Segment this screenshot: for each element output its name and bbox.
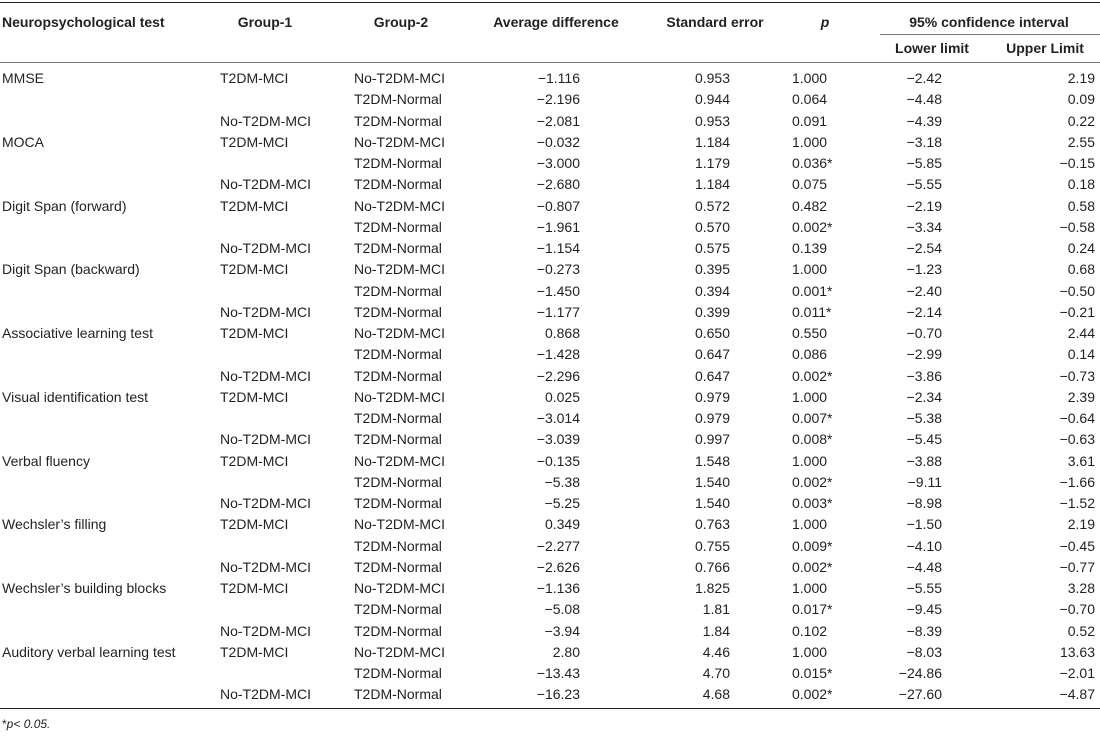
ci-subheader-rule — [880, 34, 1100, 35]
cell-upper-limit: 2.44 — [1067, 325, 1095, 341]
cell-average-difference: −1.961 — [536, 218, 580, 235]
cell-group1: No-T2DM-MCI — [220, 112, 311, 129]
cell-group1: No-T2DM-MCI — [220, 622, 311, 639]
cell-group2: No-T2DM-MCI — [354, 643, 445, 660]
cell-average-difference: −16.23 — [536, 686, 580, 703]
cell-p: 0.007* — [792, 410, 833, 426]
cell-group2: T2DM-Normal — [354, 665, 442, 681]
cell-group2: No-T2DM-MCI — [354, 516, 445, 533]
cell-lower-limit: −4.48 — [906, 91, 942, 108]
cell-standard-error: 1.548 — [694, 452, 730, 469]
cell-group2: T2DM-Normal — [354, 155, 442, 171]
header-bottom-rule — [0, 62, 1100, 63]
cell-group1: No-T2DM-MCI — [220, 558, 311, 575]
cell-upper-limit: 2.19 — [1067, 516, 1095, 533]
footnote-star: * — [2, 717, 7, 731]
cell-standard-error: 0.979 — [694, 410, 730, 426]
cell-test: Wechsler’s filling — [2, 516, 107, 533]
cell-average-difference: 0.868 — [544, 325, 580, 341]
cell-lower-limit: −27.60 — [898, 686, 942, 703]
header-average-difference: Average difference — [493, 14, 619, 30]
cell-group2: T2DM-Normal — [354, 601, 442, 618]
cell-group2: No-T2DM-MCI — [354, 580, 445, 596]
cell-average-difference: −0.032 — [536, 133, 580, 150]
cell-lower-limit: −3.88 — [906, 452, 942, 469]
cell-p: 0.091 — [792, 112, 828, 129]
cell-p: 0.002* — [792, 218, 833, 235]
cell-upper-limit: −0.21 — [1059, 303, 1095, 320]
cell-upper-limit: −1.66 — [1059, 473, 1095, 490]
cell-average-difference: −5.38 — [544, 473, 580, 490]
cell-lower-limit: −1.23 — [906, 261, 942, 278]
cell-group1: No-T2DM-MCI — [220, 367, 311, 384]
cell-lower-limit: −2.40 — [906, 282, 942, 299]
cell-standard-error: 0.944 — [694, 91, 730, 108]
cell-upper-limit: −0.63 — [1059, 431, 1095, 448]
cell-lower-limit: −8.03 — [906, 643, 942, 660]
cell-upper-limit: 0.52 — [1067, 622, 1095, 639]
cell-p: 1.000 — [792, 133, 828, 150]
cell-lower-limit: −5.55 — [906, 580, 942, 596]
cell-average-difference: −2.680 — [536, 176, 580, 193]
cell-standard-error: 4.68 — [702, 686, 730, 703]
cell-standard-error: 0.763 — [694, 516, 730, 533]
cell-p: 1.000 — [792, 388, 828, 405]
cell-upper-limit: 0.09 — [1067, 91, 1095, 108]
cell-p: 0.139 — [792, 240, 828, 256]
cell-average-difference: −3.039 — [536, 431, 580, 448]
cell-standard-error: 0.997 — [694, 431, 730, 448]
cell-group1: T2DM-MCI — [220, 516, 289, 533]
footnote-condition: p< 0.05. — [6, 717, 51, 731]
cell-lower-limit: −2.42 — [906, 70, 942, 86]
cell-p: 0.011* — [792, 303, 832, 320]
cell-standard-error: 0.399 — [694, 303, 730, 320]
cell-group2: T2DM-Normal — [354, 176, 442, 193]
cell-lower-limit: −9.11 — [907, 473, 942, 490]
cell-p: 0.002* — [792, 558, 833, 575]
cell-average-difference: −2.196 — [536, 91, 580, 108]
cell-standard-error: 4.70 — [702, 665, 730, 681]
cell-group2: T2DM-Normal — [354, 431, 442, 448]
cell-p: 1.000 — [792, 643, 828, 660]
cell-p: 0.002* — [792, 686, 833, 703]
cell-group1: T2DM-MCI — [220, 197, 289, 214]
cell-p: 0.086 — [792, 346, 828, 363]
cell-p: 0.064 — [792, 91, 828, 108]
cell-p: 0.036* — [792, 155, 833, 171]
cell-upper-limit: −0.77 — [1059, 558, 1095, 575]
cell-test: Digit Span (forward) — [2, 197, 127, 214]
cell-group2: No-T2DM-MCI — [354, 133, 445, 150]
cell-test: MMSE — [2, 70, 44, 86]
cell-lower-limit: −1.50 — [906, 516, 942, 533]
cell-upper-limit: −0.73 — [1059, 367, 1095, 384]
cell-lower-limit: −4.39 — [906, 112, 942, 129]
cell-average-difference: −1.136 — [536, 580, 580, 596]
cell-group1: No-T2DM-MCI — [220, 431, 311, 448]
header-test: Neuropsychological test — [2, 14, 165, 30]
cell-group1: T2DM-MCI — [220, 580, 289, 596]
cell-group1: No-T2DM-MCI — [220, 303, 311, 320]
cell-upper-limit: −0.45 — [1059, 537, 1095, 554]
cell-lower-limit: −8.98 — [906, 495, 942, 511]
header-confidence-interval: 95% confidence interval — [909, 14, 1069, 30]
cell-standard-error: 0.575 — [694, 240, 730, 256]
cell-lower-limit: −2.54 — [906, 240, 942, 256]
cell-group2: T2DM-Normal — [354, 558, 442, 575]
cell-upper-limit: −0.58 — [1059, 218, 1095, 235]
cell-lower-limit: −24.86 — [898, 665, 942, 681]
header-group2: Group-2 — [373, 14, 429, 30]
cell-group1: T2DM-MCI — [220, 325, 289, 341]
cell-lower-limit: −2.34 — [906, 388, 942, 405]
cell-group2: T2DM-Normal — [354, 622, 442, 639]
cell-upper-limit: −0.15 — [1059, 155, 1095, 171]
cell-standard-error: 0.395 — [694, 261, 730, 278]
cell-group2: No-T2DM-MCI — [354, 388, 445, 405]
cell-p: 0.003* — [792, 495, 833, 511]
cell-group2: T2DM-Normal — [354, 346, 442, 363]
cell-lower-limit: −9.45 — [906, 601, 942, 618]
table-footnote — [2, 716, 50, 732]
table-bottom-rule — [0, 708, 1100, 709]
cell-average-difference: −1.177 — [536, 303, 580, 320]
cell-average-difference: −3.94 — [544, 622, 580, 639]
cell-standard-error: 0.953 — [694, 70, 730, 86]
cell-standard-error: 0.647 — [694, 367, 730, 384]
cell-upper-limit: −1.52 — [1059, 495, 1095, 511]
cell-p: 0.102 — [792, 622, 828, 639]
cell-average-difference: 0.349 — [544, 516, 580, 533]
cell-standard-error: 1.81 — [702, 601, 730, 618]
cell-group2: T2DM-Normal — [354, 410, 442, 426]
cell-p: 0.482 — [792, 197, 828, 214]
cell-standard-error: 0.570 — [694, 218, 730, 235]
cell-group1: T2DM-MCI — [220, 452, 289, 469]
header-group1: Group-1 — [237, 14, 293, 30]
cell-upper-limit: 3.28 — [1067, 580, 1095, 596]
cell-test: Visual identification test — [2, 388, 149, 405]
cell-average-difference: −2.081 — [536, 112, 580, 129]
cell-average-difference: −1.116 — [537, 70, 580, 86]
cell-lower-limit: −5.85 — [906, 155, 942, 171]
cell-group1: No-T2DM-MCI — [220, 176, 311, 193]
cell-group2: T2DM-Normal — [354, 686, 442, 703]
cell-lower-limit: −3.86 — [906, 367, 942, 384]
cell-standard-error: 0.394 — [694, 282, 730, 299]
cell-standard-error: 1.179 — [694, 155, 730, 171]
cell-standard-error: 0.979 — [694, 388, 730, 405]
cell-group2: T2DM-Normal — [354, 303, 442, 320]
cell-upper-limit: −0.64 — [1059, 410, 1095, 426]
cell-upper-limit: 13.63 — [1059, 643, 1095, 660]
cell-p: 1.000 — [792, 580, 828, 596]
cell-average-difference: 2.80 — [552, 643, 580, 660]
cell-group1: T2DM-MCI — [220, 643, 289, 660]
cell-group2: T2DM-Normal — [354, 112, 442, 129]
cell-average-difference: −3.014 — [536, 410, 580, 426]
cell-group2: No-T2DM-MCI — [354, 261, 445, 278]
cell-group2: No-T2DM-MCI — [354, 197, 445, 214]
cell-average-difference: −5.25 — [544, 495, 580, 511]
cell-upper-limit: 2.55 — [1067, 133, 1095, 150]
cell-average-difference: −1.428 — [536, 346, 580, 363]
cell-p: 1.000 — [792, 452, 828, 469]
cell-upper-limit: −0.50 — [1059, 282, 1095, 299]
cell-group1: No-T2DM-MCI — [220, 495, 311, 511]
cell-average-difference: −0.807 — [536, 197, 580, 214]
cell-average-difference: −2.277 — [536, 537, 580, 554]
cell-group2: T2DM-Normal — [354, 537, 442, 554]
cell-lower-limit: −2.19 — [906, 197, 942, 214]
cell-average-difference: −13.43 — [536, 665, 580, 681]
cell-p: 0.017* — [792, 601, 833, 618]
header-lower-limit: Lower limit — [895, 40, 969, 56]
cell-lower-limit: −4.10 — [906, 537, 942, 554]
cell-lower-limit: −2.99 — [906, 346, 942, 363]
cell-p: 0.002* — [792, 473, 833, 490]
cell-test: Digit Span (backward) — [2, 261, 140, 278]
cell-upper-limit: 0.14 — [1067, 346, 1095, 363]
cell-p: 0.009* — [792, 537, 833, 554]
cell-group2: No-T2DM-MCI — [354, 70, 445, 86]
cell-p: 0.001* — [792, 282, 833, 299]
cell-lower-limit: −4.48 — [906, 558, 942, 575]
cell-standard-error: 1.84 — [702, 622, 730, 639]
cell-standard-error: 1.184 — [694, 133, 730, 150]
cell-test: Auditory verbal learning test — [2, 643, 176, 660]
cell-standard-error: 1.825 — [694, 580, 730, 596]
header-upper-limit: Upper Limit — [1006, 40, 1084, 56]
cell-upper-limit: 0.22 — [1067, 112, 1095, 129]
cell-group2: T2DM-Normal — [354, 495, 442, 511]
cell-lower-limit: −8.39 — [906, 622, 942, 639]
cell-p: 1.000 — [792, 261, 828, 278]
cell-p: 0.015* — [792, 665, 833, 681]
cell-standard-error: 0.650 — [694, 325, 730, 341]
cell-group2: T2DM-Normal — [354, 282, 442, 299]
cell-standard-error: 1.540 — [694, 473, 730, 490]
cell-group2: No-T2DM-MCI — [354, 325, 445, 341]
cell-lower-limit: −2.14 — [906, 303, 942, 320]
cell-upper-limit: −4.87 — [1059, 686, 1095, 703]
cell-upper-limit: 0.24 — [1067, 240, 1095, 256]
cell-lower-limit: −5.55 — [906, 176, 942, 193]
cell-lower-limit: −0.70 — [906, 325, 942, 341]
cell-p: 0.002* — [792, 367, 833, 384]
cell-group1: T2DM-MCI — [220, 133, 289, 150]
cell-test: Verbal fluency — [2, 452, 90, 469]
cell-lower-limit: −5.45 — [906, 431, 942, 448]
cell-group1: No-T2DM-MCI — [220, 240, 311, 256]
cell-average-difference: 0.025 — [544, 388, 580, 405]
cell-average-difference: −5.08 — [544, 601, 580, 618]
header-standard-error: Standard error — [666, 14, 764, 30]
cell-test: MOCA — [2, 133, 44, 150]
cell-lower-limit: −3.34 — [906, 218, 942, 235]
cell-group1: No-T2DM-MCI — [220, 686, 311, 703]
cell-group1: T2DM-MCI — [220, 261, 289, 278]
cell-group2: T2DM-Normal — [354, 473, 442, 490]
cell-standard-error: 1.184 — [694, 176, 730, 193]
cell-standard-error: 0.572 — [694, 197, 730, 214]
cell-standard-error: 0.766 — [694, 558, 730, 575]
cell-group2: T2DM-Normal — [354, 218, 442, 235]
cell-upper-limit: 0.68 — [1067, 261, 1095, 278]
header-p: p — [820, 14, 830, 30]
cell-upper-limit: −2.01 — [1059, 665, 1095, 681]
cell-average-difference: −2.626 — [536, 558, 580, 575]
cell-standard-error: 0.953 — [694, 112, 730, 129]
cell-lower-limit: −5.38 — [906, 410, 942, 426]
cell-average-difference: −3.000 — [536, 155, 580, 171]
cell-group1: T2DM-MCI — [220, 388, 289, 405]
cell-upper-limit: 0.58 — [1067, 197, 1095, 214]
cell-p: 0.008* — [792, 431, 833, 448]
cell-test: Associative learning test — [2, 325, 153, 341]
cell-upper-limit: 2.19 — [1067, 70, 1095, 86]
cell-p: 1.000 — [792, 70, 828, 86]
cell-upper-limit: 0.18 — [1067, 176, 1095, 193]
cell-standard-error: 1.540 — [694, 495, 730, 511]
cell-average-difference: −0.135 — [536, 452, 580, 469]
cell-standard-error: 0.647 — [694, 346, 730, 363]
cell-lower-limit: −3.18 — [906, 133, 942, 150]
cell-upper-limit: 3.61 — [1067, 452, 1095, 469]
cell-standard-error: 0.755 — [694, 537, 730, 554]
cell-test: Wechsler’s building blocks — [2, 580, 167, 596]
cell-group2: T2DM-Normal — [354, 240, 442, 256]
cell-p: 1.000 — [792, 516, 828, 533]
cell-group1: T2DM-MCI — [220, 70, 289, 86]
cell-group2: No-T2DM-MCI — [354, 452, 445, 469]
cell-standard-error: 4.46 — [702, 643, 730, 660]
cell-upper-limit: 2.39 — [1067, 388, 1095, 405]
cell-group2: T2DM-Normal — [354, 367, 442, 384]
cell-upper-limit: −0.70 — [1059, 601, 1095, 618]
cell-average-difference: −0.273 — [536, 261, 580, 278]
table-top-rule — [0, 2, 1100, 3]
cell-average-difference: −1.154 — [536, 240, 580, 256]
cell-p: 0.075 — [792, 176, 828, 193]
cell-average-difference: −2.296 — [536, 367, 580, 384]
cell-average-difference: −1.450 — [536, 282, 580, 299]
cell-group2: T2DM-Normal — [354, 91, 442, 108]
cell-p: 0.550 — [792, 325, 828, 341]
